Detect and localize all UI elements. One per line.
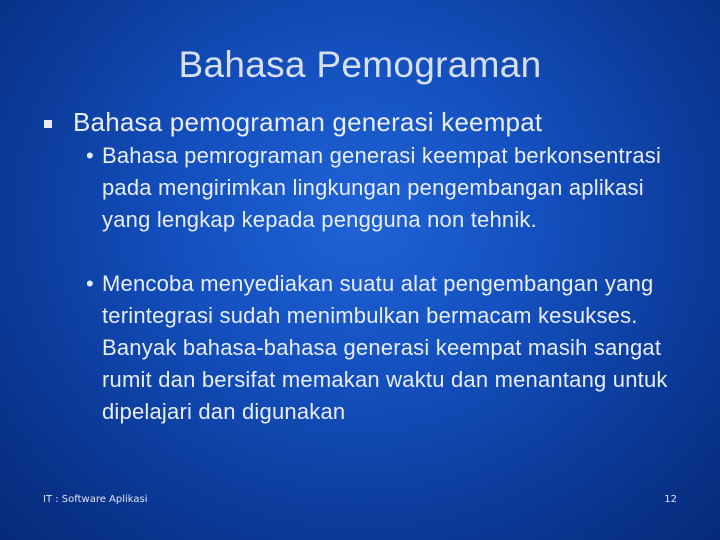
main-bullet-text: Bahasa pemograman generasi keempat — [73, 107, 543, 137]
slide-title: Bahasa Pemograman — [178, 44, 542, 85]
dot-bullet-icon: • — [86, 271, 94, 296]
dot-bullet-icon: • — [86, 143, 94, 168]
sub-bullet-item — [86, 140, 696, 236]
main-bullet-item — [44, 103, 684, 141]
sub-bullet-text: Bahasa pemrograman generasi keempat berkonsentrasi pada mengirimkan lingkungan pengembangan aplikasi yang lengkap kepada pengguna non tehnik. — [102, 143, 662, 232]
page-number: 12 — [664, 494, 677, 505]
square-bullet-icon — [44, 120, 52, 128]
sub-bullet-text: Mencoba menyediakan suatu alat pengembangan yang terintegrasi sudah menimbulkan bermacam kesukses. Banyak bahasa-bahasa generasi keempat masih sangat rumit dan bersifat memakan waktu dan menantang untuk dipelajari dan digunakan — [102, 271, 668, 424]
footer-label: IT : Software Aplikasi — [43, 494, 148, 505]
sub-bullet-item — [86, 268, 696, 428]
